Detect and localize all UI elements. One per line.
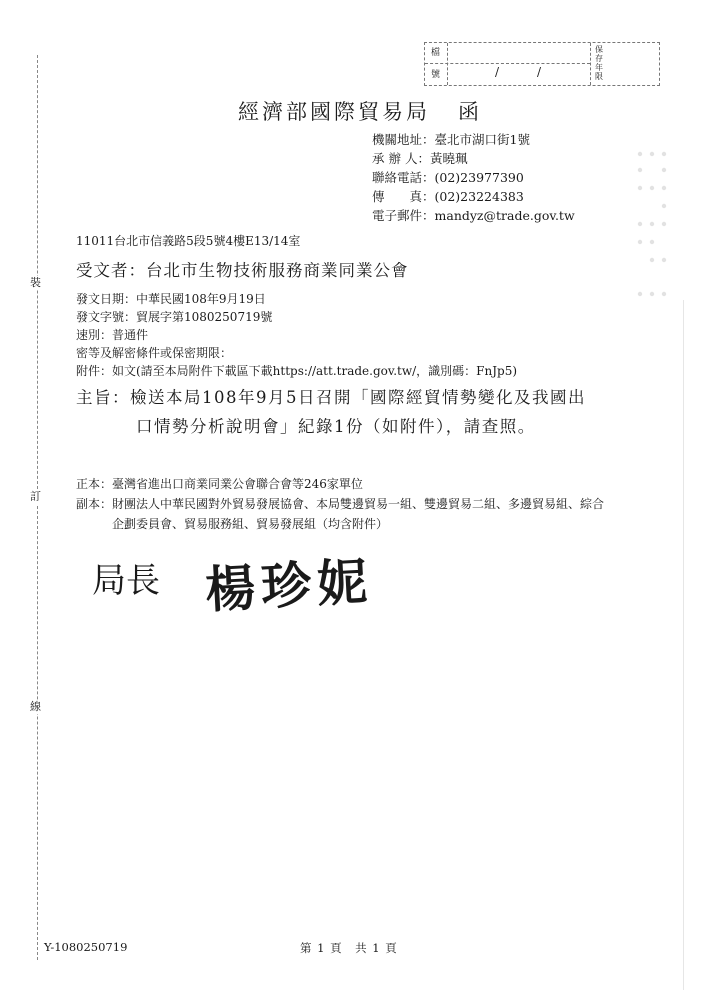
footer-page-number: 第 1 頁 共 1 頁 [300, 941, 398, 955]
filing-file-label: 檔 [431, 48, 441, 58]
contact-row [372, 130, 575, 149]
contact-row [372, 168, 575, 187]
recipient-address: 11011台北市信義路5段5號4樓E13/14室 [76, 234, 301, 248]
subject-line-2: 口情勢分析說明會」紀錄1份（如附件），請查照。 [136, 417, 536, 436]
original-text: 臺灣省進出口商業同業公會聯合會等246家單位 [112, 477, 363, 491]
filing-number-label: 號 [431, 70, 441, 80]
delivery-speed: 速別：普通件 [76, 328, 149, 342]
confidentiality: 密等及解密條件或保密期限： [76, 346, 233, 360]
margin-char-line: 線 [30, 700, 41, 713]
issue-date: 發文日期：中華民國108年9月19日 [76, 292, 266, 306]
subject-line-1: 主旨：檢送本局108年9月5日召開「國際經貿情勢變化及我國出 [76, 388, 586, 407]
margin-char-bind: 裝 [30, 276, 41, 289]
contact-value: (02)23977390 [434, 170, 524, 185]
contact-value: 黃曉珮 [429, 151, 468, 166]
contact-label: 聯絡電話： [372, 170, 435, 185]
distribution [76, 474, 616, 534]
copy-text: 財團法人中華民國對外貿易發展協會、本局雙邊貿易一組、雙邊貿易二組、多邊貿易組、綜合企劃委員會、貿易服務組、貿易發展組（均含附件） [112, 497, 605, 531]
contact-row [372, 206, 575, 225]
contact-label: 機關地址： [372, 132, 435, 147]
agency-name: 經濟部國際貿易局 [238, 100, 430, 124]
document-number: 發文字號：貿展字第1080250719號 [76, 310, 273, 324]
contact-value: (02)23224383 [434, 189, 524, 204]
contact-email: mandyz@trade.gov.tw [434, 208, 575, 223]
signatory-signature: 楊珍妮 [203, 551, 375, 620]
filing-keep-label: 保存年限 [595, 45, 603, 81]
document-title [238, 96, 482, 126]
footer-doc-id: Y-1080250719 [44, 940, 128, 954]
scan-marks-decoration [634, 148, 674, 300]
contact-block [372, 130, 575, 225]
subject [76, 383, 586, 441]
margin-char-staple: 訂 [30, 490, 41, 503]
contact-value: 臺北市湖口街1號 [434, 132, 530, 147]
contact-label: 電子郵件： [372, 208, 435, 223]
original-label: 正本： [76, 477, 113, 491]
scan-edge-line [683, 300, 684, 990]
document-meta [76, 290, 517, 380]
original-recipients [76, 474, 616, 494]
binding-margin-line [37, 55, 38, 960]
filing-slash-1: / [495, 65, 500, 79]
contact-row [372, 187, 575, 206]
contact-label: 傳 真： [372, 189, 435, 204]
copy-recipients [76, 494, 616, 534]
filing-box [424, 42, 660, 86]
filing-slash-2: / [537, 65, 542, 79]
contact-label: 承 辦 人： [372, 151, 430, 166]
document-type: 函 [458, 100, 482, 124]
recipient: 受文者：台北市生物技術服務商業同業公會 [76, 261, 409, 280]
signatory-title: 局長 [92, 561, 160, 601]
contact-row [372, 149, 575, 168]
attachment-info: 附件：如文(請至本局附件下載區下載https://att.trade.gov.tw/，識別碼：FnJp5) [76, 364, 518, 378]
copy-label: 副本： [76, 497, 113, 511]
